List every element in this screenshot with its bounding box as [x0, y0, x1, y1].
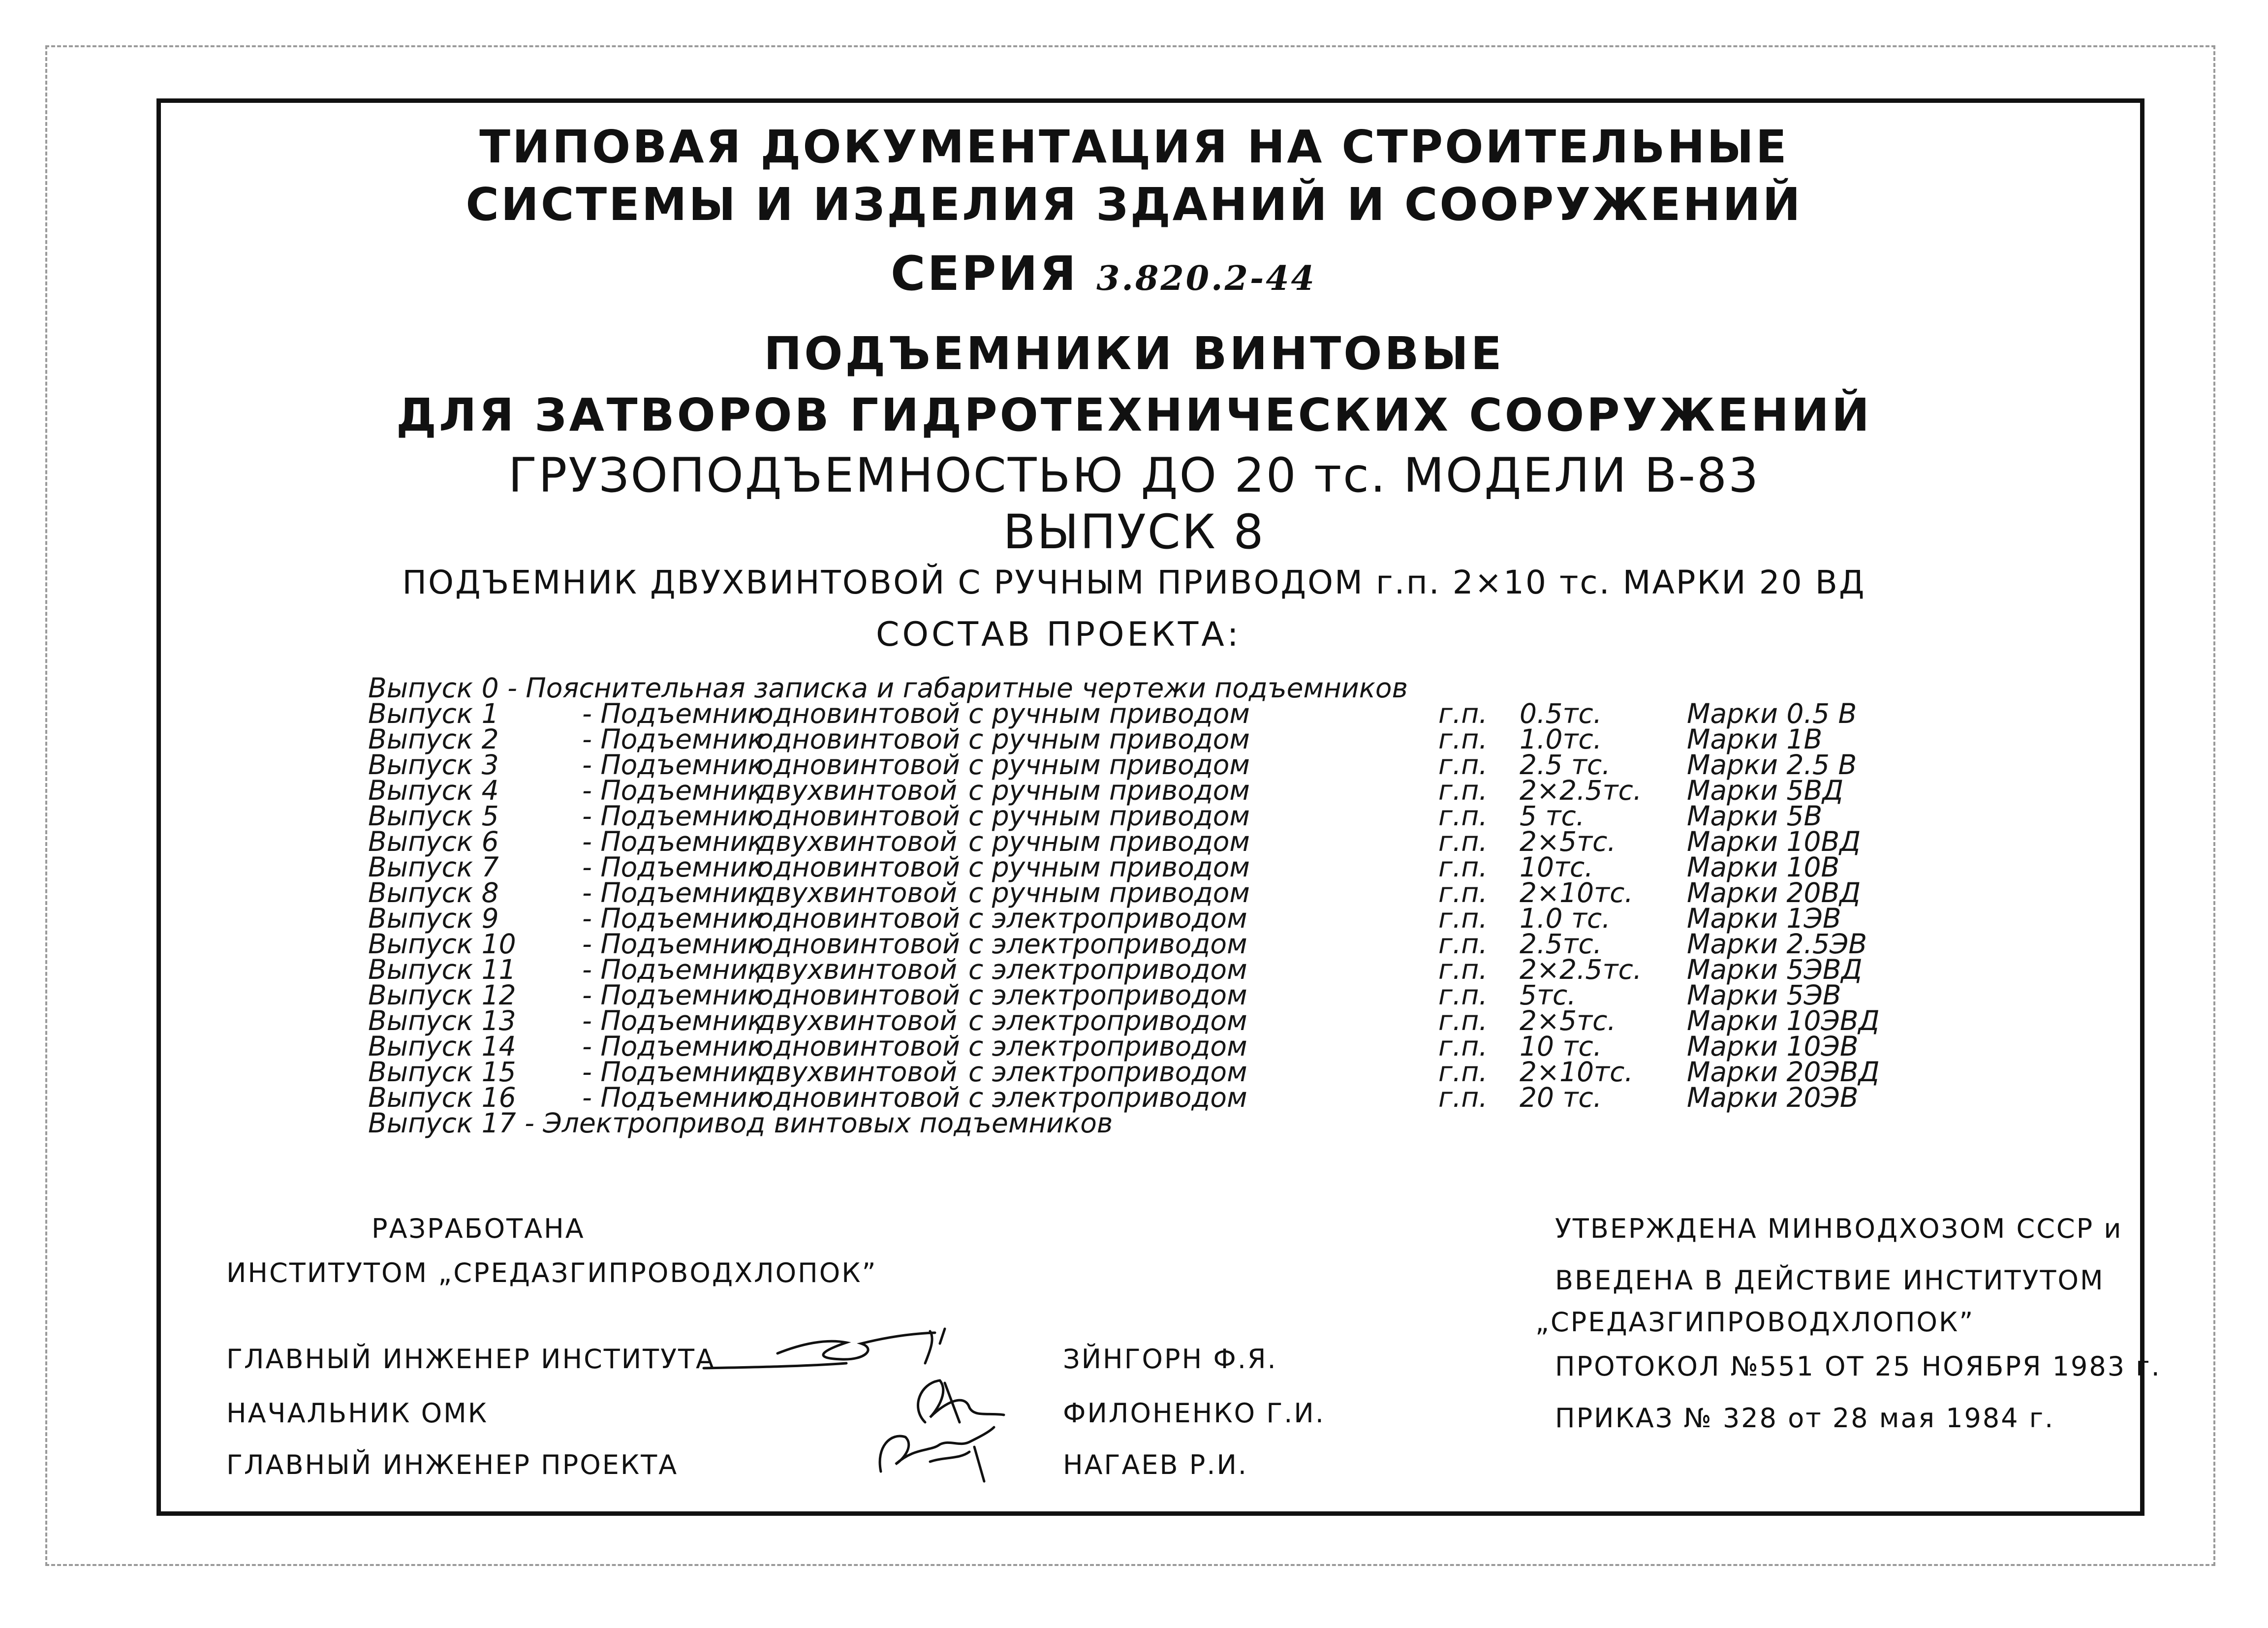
cell-load: 1.0 тс.: [1520, 903, 1611, 934]
cell-type: одновинтовой: [757, 928, 960, 960]
cell-gp: г.п.: [1438, 723, 1488, 755]
cell-gp: г.п.: [1438, 1056, 1488, 1088]
cell-load: 2×5тс.: [1520, 826, 1616, 857]
cell-issue: Выпуск 1: [368, 698, 499, 729]
developer-institute: ИНСТИТУТОМ „СРЕДАЗГИПРОВОДХЛОПОК”: [226, 1257, 877, 1288]
cell-drive: с ручным приводом: [968, 723, 1250, 755]
cell-item: - Подъемник: [582, 723, 764, 755]
cell-gp: г.п.: [1438, 1005, 1488, 1036]
cell-item: - Подъемник: [582, 903, 764, 934]
cell-drive: с ручным приводом: [968, 800, 1250, 832]
issue-number: ВЫПУСК 8: [1003, 504, 1265, 560]
cell-drive: с ручным приводом: [968, 826, 1250, 857]
cell-issue: Выпуск 4: [368, 775, 499, 806]
cell-mark: Марки 5ЭВД: [1687, 954, 1863, 985]
chief-engineer-institute-role: ГЛАВНЫЙ ИНЖЕНЕР ИНСТИТУТА: [226, 1344, 715, 1375]
cell-mark: Марки 20ЭВ: [1687, 1082, 1859, 1113]
cell-issue: Выпуск 13: [368, 1005, 516, 1036]
cell-drive: с электроприводом: [968, 1056, 1247, 1088]
cell-gp: г.п.: [1438, 903, 1488, 934]
cell-item: - Подъемник: [582, 928, 764, 960]
cell-drive: с ручным приводом: [968, 775, 1250, 806]
cell-item: - Подъемник: [582, 1031, 764, 1062]
cell-issue: Выпуск 3: [368, 749, 499, 781]
cell-type: одновинтовой: [757, 723, 960, 755]
cell-mark: Марки 5В: [1687, 800, 1823, 832]
cell-drive: с ручным приводом: [968, 749, 1250, 781]
cell-type: одновинтовой: [757, 1031, 960, 1062]
cell-load: 2.5тс.: [1520, 928, 1602, 960]
cell-issue: Выпуск 10: [368, 928, 516, 960]
cell-load: 5 тс.: [1520, 800, 1585, 832]
cell-drive: с электроприводом: [968, 1082, 1247, 1113]
cell-issue: Выпуск 7: [368, 851, 499, 883]
cell-load: 20 тс.: [1520, 1082, 1602, 1113]
cell-issue: Выпуск 16: [368, 1082, 516, 1113]
cell-issue: Выпуск 8: [368, 877, 499, 908]
cell-load: 2×5тс.: [1520, 1005, 1616, 1036]
head-omk-role: НАЧАЛЬНИК ОМК: [226, 1398, 489, 1429]
cell-drive: с электроприводом: [968, 954, 1247, 985]
header-line-2: СИСТЕМЫ И ИЗДЕЛИЯ ЗДАНИЙ И СООРУЖЕНИЙ: [466, 178, 1802, 231]
cell-load: 10тс.: [1520, 851, 1593, 883]
cell-item: - Подъемник: [582, 1082, 764, 1113]
cell-drive: с ручным приводом: [968, 851, 1250, 883]
issue-17-text: Выпуск 17 - Электропривод винтовых подъемников: [368, 1107, 1113, 1139]
cell-item: - Подъемник: [582, 877, 764, 908]
cell-item: - Подъемник: [582, 800, 764, 832]
header-line-1: ТИПОВАЯ ДОКУМЕНТАЦИЯ НА СТРОИТЕЛЬНЫЕ: [479, 121, 1789, 173]
title-line-1: ПОДЪЕМНИКИ ВИНТОВЫЕ: [764, 327, 1504, 380]
cell-mark: Марки 5ЭВ: [1687, 979, 1841, 1011]
cell-issue: Выпуск 6: [368, 826, 499, 857]
cell-type: одновинтовой: [757, 749, 960, 781]
approval-line-3: „СРЕДАЗГИПРОВОДХЛОПОК”: [1535, 1307, 1975, 1338]
cell-issue: Выпуск 2: [368, 723, 499, 755]
cell-mark: Марки 20ВД: [1687, 877, 1861, 908]
cell-type: одновинтовой: [757, 698, 960, 729]
name-2: ФИЛОНЕНКО Г.И.: [1063, 1398, 1325, 1429]
cell-load: 1.0тс.: [1520, 723, 1602, 755]
cell-type: одновинтовой: [757, 979, 960, 1011]
chief-engineer-project-role: ГЛАВНЫЙ ИНЖЕНЕР ПРОЕКТА: [226, 1449, 679, 1480]
cell-mark: Марки 1ЭВ: [1687, 903, 1841, 934]
cell-drive: с ручным приводом: [968, 698, 1250, 729]
signature-3: [871, 1417, 1009, 1486]
cell-drive: с ручным приводом: [968, 877, 1250, 908]
cell-type: одновинтовой: [757, 851, 960, 883]
cell-item: - Подъемник: [582, 826, 764, 857]
cell-gp: г.п.: [1438, 954, 1488, 985]
cell-gp: г.п.: [1438, 749, 1488, 781]
cell-issue: Выпуск 9: [368, 903, 499, 934]
series-number: 3.820.2-44: [1096, 259, 1316, 298]
cell-load: 2×2.5тс.: [1520, 954, 1642, 985]
cell-issue: Выпуск 14: [368, 1031, 516, 1062]
cell-load: 2.5 тс.: [1520, 749, 1611, 781]
cell-issue: Выпуск 11: [368, 954, 516, 985]
cell-load: 2×10тс.: [1520, 877, 1633, 908]
cell-issue: Выпуск 12: [368, 979, 516, 1011]
cell-item: - Подъемник: [582, 1005, 764, 1036]
cell-type: одновинтовой: [757, 800, 960, 832]
cell-item: - Подъемник: [582, 1056, 764, 1088]
series-label: СЕРИЯ: [891, 246, 1078, 301]
cell-mark: Марки 2.5ЭВ: [1687, 928, 1867, 960]
cell-type: двухвинтовой: [757, 877, 958, 908]
cell-gp: г.п.: [1438, 979, 1488, 1011]
title-line-2: ДЛЯ ЗАТВОРОВ ГИДРОТЕХНИЧЕСКИХ СООРУЖЕНИЙ: [396, 389, 1872, 441]
cell-gp: г.п.: [1438, 877, 1488, 908]
cell-item: - Подъемник: [582, 775, 764, 806]
cell-item: - Подъемник: [582, 851, 764, 883]
cell-load: 2×10тс.: [1520, 1056, 1633, 1088]
cell-drive: с электроприводом: [968, 903, 1247, 934]
cell-gp: г.п.: [1438, 928, 1488, 960]
cell-load: 0.5тс.: [1520, 698, 1602, 729]
cell-drive: с электроприводом: [968, 1005, 1247, 1036]
cell-gp: г.п.: [1438, 775, 1488, 806]
cell-mark: Марки 1В: [1687, 723, 1823, 755]
cell-type: двухвинтовой: [757, 826, 958, 857]
cell-gp: г.п.: [1438, 800, 1488, 832]
cell-item: - Подъемник: [582, 749, 764, 781]
cell-gp: г.п.: [1438, 851, 1488, 883]
cell-mark: Марки 10В: [1687, 851, 1840, 883]
cell-mark: Марки 0.5 В: [1687, 698, 1857, 729]
name-3: НАГАЕВ Р.И.: [1063, 1449, 1248, 1480]
cell-drive: с электроприводом: [968, 1031, 1247, 1062]
series: [891, 246, 1316, 301]
cell-mark: Марки 5ВД: [1687, 775, 1844, 806]
title-line-3: ГРУЗОПОДЪЕМНОСТЬЮ ДО 20 тс. МОДЕЛИ В-83: [508, 448, 1760, 503]
cell-load: 10 тс.: [1520, 1031, 1602, 1062]
cell-issue: Выпуск 15: [368, 1056, 516, 1088]
signature-1: [699, 1324, 974, 1378]
cell-type: одновинтовой: [757, 1082, 960, 1113]
cell-item: - Подъемник: [582, 979, 764, 1011]
cell-gp: г.п.: [1438, 826, 1488, 857]
cell-type: двухвинтовой: [757, 775, 958, 806]
name-1: ЗЙНГОРН Ф.Я.: [1063, 1344, 1277, 1375]
cell-mark: Марки 10ЭВ: [1687, 1031, 1859, 1062]
cell-issue: Выпуск 5: [368, 800, 499, 832]
cell-gp: г.п.: [1438, 1082, 1488, 1113]
approval-line-2: ВВЕДЕНА В ДЕЙСТВИЕ ИНСТИТУТОМ: [1555, 1265, 2105, 1296]
approval-protocol: ПРОТОКОЛ №551 ОТ 25 НОЯБРЯ 1983 г.: [1555, 1351, 2161, 1382]
approval-line-1: УТВЕРЖДЕНА МИНВОДХОЗОМ СССР и: [1555, 1213, 2123, 1244]
cell-type: одновинтовой: [757, 903, 960, 934]
contents-heading: СОСТАВ ПРОЕКТА:: [876, 615, 1242, 654]
cell-item: - Подъемник: [582, 954, 764, 985]
developed-label: РАЗРАБОТАНА: [372, 1213, 585, 1244]
cell-load: 5тс.: [1520, 979, 1576, 1011]
issue-subtitle: ПОДЪЕМНИК ДВУХВИНТОВОЙ С РУЧНЫМ ПРИВОДОМ г.п. 2×10 тс. МАРКИ 20 ВД: [402, 564, 1866, 601]
cell-gp: г.п.: [1438, 698, 1488, 729]
cell-mark: Марки 10ЭВД: [1687, 1005, 1880, 1036]
cell-type: двухвинтовой: [757, 954, 958, 985]
cell-type: двухвинтовой: [757, 1005, 958, 1036]
cell-mark: Марки 10ВД: [1687, 826, 1861, 857]
cell-drive: с электроприводом: [968, 979, 1247, 1011]
cell-drive: с электроприводом: [968, 928, 1247, 960]
cell-item: - Подъемник: [582, 698, 764, 729]
issue-0-text: Выпуск 0 - Пояснительная записка и габаритные чертежи подъемников: [368, 672, 1408, 704]
cell-mark: Марки 2.5 В: [1687, 749, 1857, 781]
cell-type: двухвинтовой: [757, 1056, 958, 1088]
cell-gp: г.п.: [1438, 1031, 1488, 1062]
cell-load: 2×2.5тс.: [1520, 775, 1642, 806]
approval-order: ПРИКАЗ № 328 от 28 мая 1984 г.: [1555, 1403, 2055, 1434]
cell-mark: Марки 20ЭВД: [1687, 1056, 1880, 1088]
